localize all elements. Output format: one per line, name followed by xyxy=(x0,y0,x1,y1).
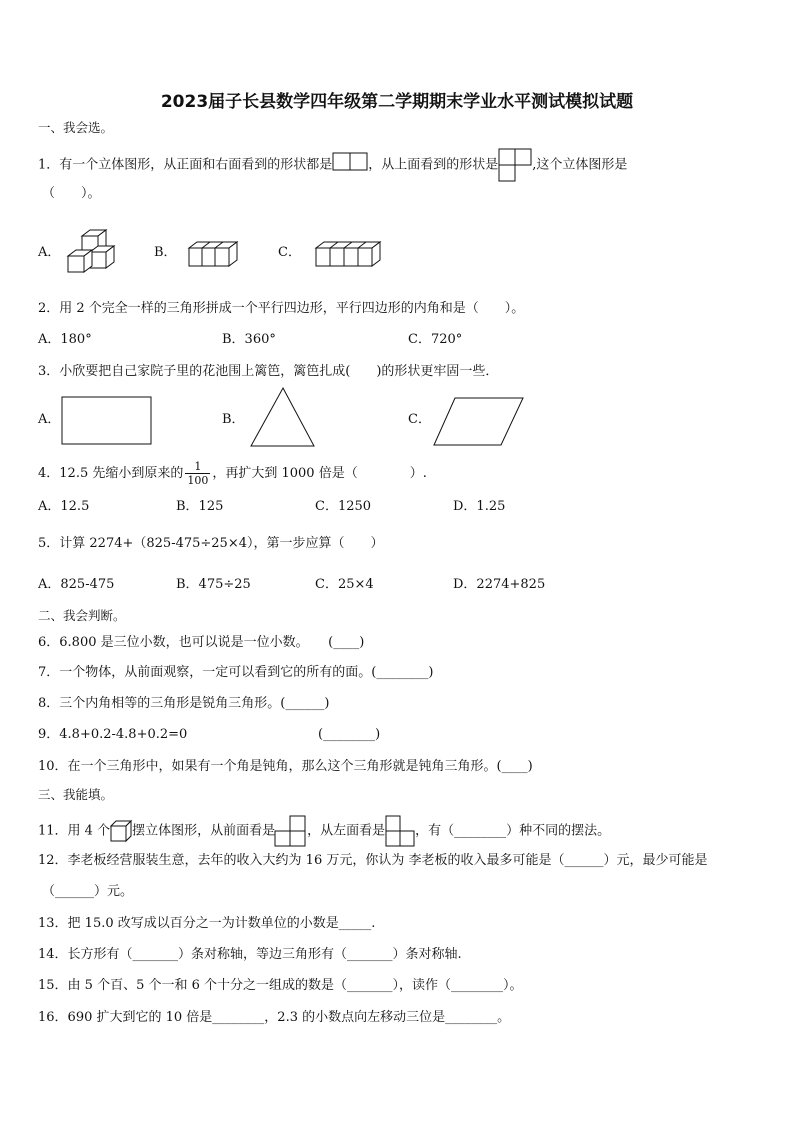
question-1-text-a: 1．有一个立体图形，从正面和右面看到的形状都是 xyxy=(38,157,333,173)
question-1-text-c: ,这个立体图形是 xyxy=(532,157,628,173)
section-3-heading: 三、我能填。 xyxy=(38,787,114,802)
q3-parallelogram-icon xyxy=(433,397,525,447)
q4-option-c[interactable]: C．1250 xyxy=(315,499,372,514)
q3-option-a[interactable]: A． xyxy=(38,412,61,427)
question-4 xyxy=(38,460,427,487)
q5-option-c[interactable]: C．25×4 xyxy=(315,577,374,592)
question-5: 5．计算 2274+（825-475÷25×4），第一步应算（ ） xyxy=(38,536,384,551)
question-4-text-a: 4．12.5 先缩小到原来的 xyxy=(38,466,184,481)
q1-option-c-cubes-icon xyxy=(314,240,386,270)
question-1 xyxy=(38,148,627,182)
question-11-text-c: ，从左面看是 xyxy=(307,823,386,839)
q1-option-b-cubes-icon xyxy=(187,240,243,270)
question-9-blank: (________) xyxy=(318,727,381,742)
question-1-blank: （ ）。 xyxy=(42,186,101,201)
question-14: 14．长方形有（_______）条对称轴，等边三角形有（_______）条对称轴. xyxy=(38,947,462,962)
question-8: 8．三个内角相等的三角形是锐角三角形。(______) xyxy=(38,696,330,711)
q4-option-d[interactable]: D．1.25 xyxy=(453,499,506,514)
page-title: 2023届子长县数学四年级第二学期期末学业水平测试模拟试题 xyxy=(160,92,634,112)
left-view-grid-icon xyxy=(385,815,415,847)
q3-option-b[interactable]: B． xyxy=(222,412,245,427)
q2-option-c[interactable]: C．720° xyxy=(408,332,463,347)
section-2-heading: 二、我会判断。 xyxy=(38,608,126,623)
question-3: 3．小欣要把自己家院子里的花池围上篱笆，篱笆扎成( )的形状更牢固一些． xyxy=(38,364,499,379)
q1-option-c[interactable]: C． xyxy=(278,245,301,260)
two-squares-icon xyxy=(332,152,368,179)
question-11-text-d: ，有（________）种不同的摆法。 xyxy=(415,823,611,839)
fraction-one-hundredth xyxy=(185,460,210,487)
question-6: 6．6.800 是三位小数，也可以说是一位小数。 (____) xyxy=(38,635,365,650)
question-12-line2: （______）元。 xyxy=(42,884,134,899)
fraction-numerator: 1 xyxy=(185,460,210,474)
question-7: 7．一个物体，从前面观察，一定可以看到它的所有的面。(________) xyxy=(38,665,434,680)
q5-option-a[interactable]: A．825-475 xyxy=(38,577,115,592)
question-15: 15．由 5 个百、5 个一和 6 个十分之一组成的数是（_______），读作（________）。 xyxy=(38,978,523,993)
q1-option-a[interactable]: A． xyxy=(38,245,61,260)
q3-triangle-icon xyxy=(250,387,316,449)
q2-option-a[interactable]: A．180° xyxy=(38,332,92,347)
q5-option-d[interactable]: D．2274+825 xyxy=(453,577,546,592)
question-12: 12．李老板经营服装生意，去年的收入大约为 16 万元，你认为 李老板的收入最多可能是（______）元，最少可能是 xyxy=(38,853,708,868)
front-view-grid-icon xyxy=(275,815,307,847)
question-1-text-b: ，从上面看到的形状是 xyxy=(368,157,499,173)
cube-icon xyxy=(110,820,132,842)
question-4-text-b: ，再扩大到 1000 倍是（ ）. xyxy=(212,466,427,481)
question-16: 16．690 扩大到它的 10 倍是________，2.3 的小数点向左移动三位是________。 xyxy=(38,1010,511,1025)
q4-option-a[interactable]: A．12.5 xyxy=(38,499,90,514)
top-view-grid-icon xyxy=(498,148,532,182)
q3-option-c[interactable]: C． xyxy=(408,412,431,427)
q4-option-b[interactable]: B．125 xyxy=(176,499,224,514)
question-2: 2．用 2 个完全一样的三角形拼成一个平行四边形，平行四边形的内角和是（ ）。 xyxy=(38,301,525,316)
question-9: 9．4.8+0.2-4.8+0.2=0 xyxy=(38,727,188,742)
q2-option-b[interactable]: B．360° xyxy=(222,332,276,347)
q5-option-b[interactable]: B．475÷25 xyxy=(176,577,251,592)
fraction-denominator: 100 xyxy=(187,474,209,487)
question-13: 13．把 15.0 改写成以百分之一为计数单位的小数是_____. xyxy=(38,916,376,931)
q3-rectangle-icon xyxy=(61,396,153,446)
question-10: 10．在一个三角形中，如果有一个角是钝角，那么这个三角形就是钝角三角形。(____) xyxy=(38,759,533,774)
q1-option-b[interactable]: B． xyxy=(154,245,177,260)
question-11 xyxy=(38,815,610,847)
question-11-text-b: 摆立体图形，从前面看是 xyxy=(132,823,276,839)
question-11-text-a: 11．用 4 个 xyxy=(38,823,111,839)
section-1-heading: 一、我会选。 xyxy=(38,120,114,135)
q1-option-a-cubes-icon xyxy=(66,228,126,274)
